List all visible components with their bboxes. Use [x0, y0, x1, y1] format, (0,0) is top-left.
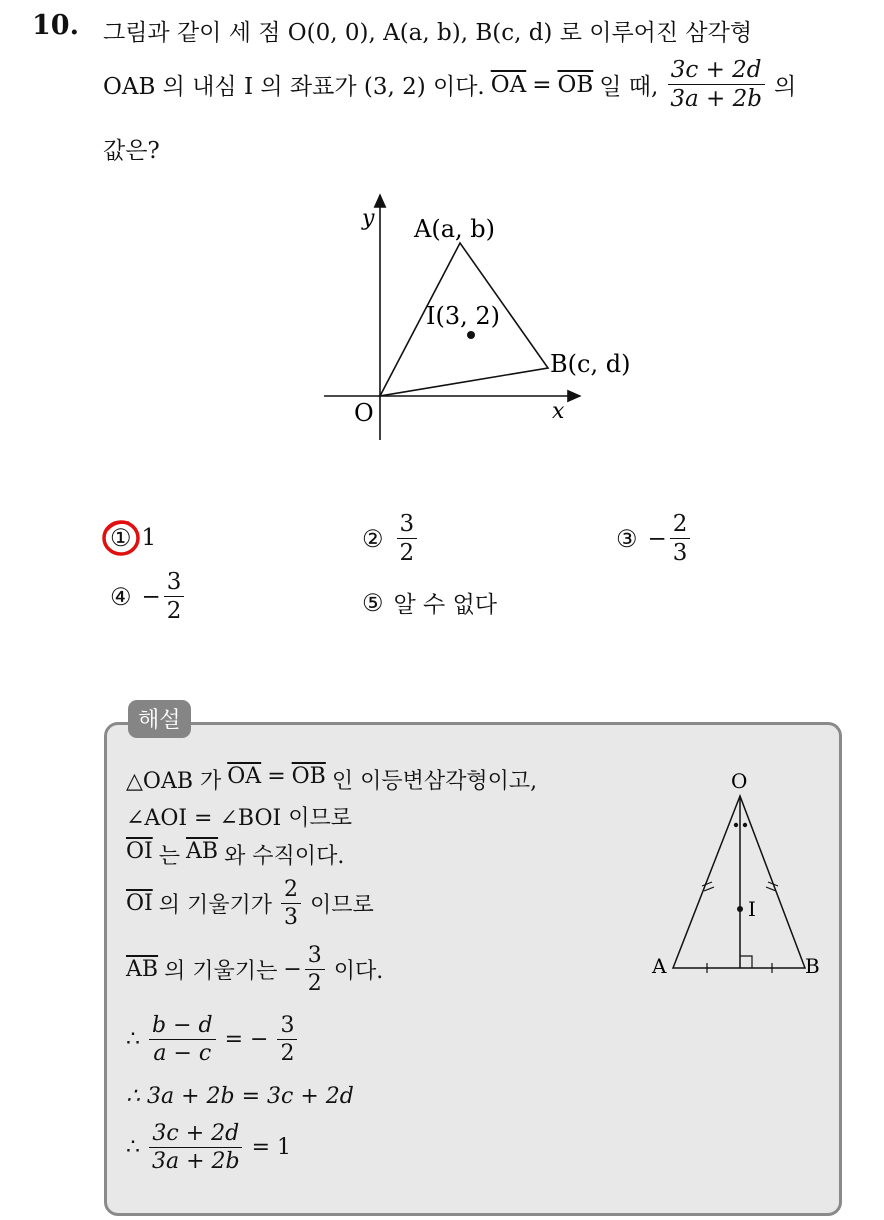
choice-1-marker: ① — [110, 524, 132, 552]
fraction-denominator: 3a + 2b — [670, 86, 762, 113]
vertex-o-label: O — [731, 769, 748, 793]
point-b-label: B(c, d) — [550, 350, 631, 378]
slope-value: $\frac{3}{2}$ — [277, 1014, 297, 1065]
solution-line-4: $\overline{OI}$ 의 기울기가 $\frac{2}{3}$ 이므로 — [126, 877, 374, 931]
incenter-label: I(3, 2) — [426, 302, 501, 330]
right-angle-mark — [740, 956, 752, 968]
isosceles-figure — [640, 768, 830, 983]
choice-2-marker: ② — [362, 524, 384, 553]
choice-3-marker: ③ — [616, 524, 638, 553]
slope-expression: $\frac{b - d}{a - c}$ — [149, 1014, 216, 1065]
segment-ab: $\overline{AB}$ — [126, 957, 159, 983]
segment-oa: $\overline{OA}$ — [490, 71, 527, 98]
solution-line-8: ∴ $\frac{3c + 2d}{3a + 2b}$ = 1 — [126, 1121, 292, 1175]
solution-line-1: △OAB 가 $\overline{OA}$ = $\overline{OB}$ 인 이등변삼각형이고, — [126, 764, 538, 794]
equals-sign: = — [532, 71, 552, 98]
target-fraction — [667, 58, 765, 111]
choice-4-sign: − — [141, 583, 161, 610]
segment-ob: $\overline{OB}$ — [557, 71, 594, 98]
solution-line-6: ∴ $\frac{b - d}{a - c}$ = − $\frac{3}{2}$ — [126, 1014, 300, 1065]
segment-ob: $\overline{OB}$ — [291, 764, 326, 789]
segment-oi: $\overline{OI}$ — [126, 839, 153, 864]
incenter-point — [737, 906, 743, 912]
choice-2-fraction: $\frac{3}{2}$ — [397, 512, 418, 565]
segment-oa: $\overline{OA}$ — [227, 764, 262, 789]
choice-4-marker: ④ — [110, 582, 132, 611]
choice-3[interactable] — [616, 512, 693, 565]
selected-circle-mark — [101, 518, 145, 560]
choice-1[interactable] — [110, 524, 156, 552]
vertex-b-label: B — [805, 954, 820, 978]
question-line-1: 그림과 같이 세 점 O(0, 0), A(a, b), B(c, d) 로 이루어진 삼각형 — [103, 20, 753, 46]
coordinate-figure — [300, 185, 660, 445]
choice-5-value: 알 수 없다 — [393, 592, 498, 618]
question-text: OAB 의 내심 I 의 좌표가 (3, 2) 이다. — [103, 74, 485, 101]
choice-2[interactable] — [362, 512, 420, 565]
fraction-numerator: 3c + 2d — [668, 58, 765, 85]
incenter-label: I — [748, 897, 756, 921]
slope-fraction: $\frac{2}{3}$ — [281, 878, 301, 929]
incenter-point — [467, 331, 475, 339]
slope-fraction: $\frac{3}{2}$ — [305, 944, 325, 995]
triangle-oab — [673, 796, 805, 968]
vertex-a-label: A — [652, 954, 667, 978]
choice-4-fraction: $\frac{3}{2}$ — [164, 570, 185, 623]
solution-line-3: $\overline{OI}$ 는 $\overline{AB}$ 와 수직이다. — [126, 839, 345, 869]
question-line-3: 값은? — [103, 138, 160, 164]
y-axis-label: y — [362, 206, 375, 231]
solution-line-5: $\overline{AB}$ 의 기울기는 − $\frac{3}{2}$ 이다. — [126, 943, 384, 997]
solution-line-2: ∠AOI = ∠BOI 이므로 — [126, 806, 352, 831]
question-line-2 — [103, 58, 796, 111]
choice-3-sign: − — [647, 525, 667, 552]
choice-5[interactable] — [362, 586, 497, 619]
choice-1-value: 1 — [141, 525, 157, 551]
solution-line-7: ∴ 3a + 2b = 3c + 2d — [126, 1084, 354, 1109]
segment-ab: $\overline{AB}$ — [186, 839, 219, 864]
segment-oi: $\overline{OI}$ — [126, 891, 153, 917]
solution-tag: 해설 — [128, 700, 191, 738]
choice-3-fraction: $\frac{2}{3}$ — [670, 512, 691, 565]
point-a-label: A(a, b) — [414, 215, 495, 243]
question-text-when: 일 때, — [599, 74, 659, 101]
answer-fraction: $\frac{3c + 2d}{3a + 2b}$ — [149, 1122, 243, 1173]
question-number: 10. — [32, 10, 79, 41]
x-axis-label: x — [552, 399, 565, 424]
question-text-of: 의 — [773, 74, 797, 101]
choice-4[interactable] — [110, 570, 187, 623]
origin-label: O — [354, 399, 374, 427]
choice-5-marker: ⑤ — [362, 588, 384, 617]
